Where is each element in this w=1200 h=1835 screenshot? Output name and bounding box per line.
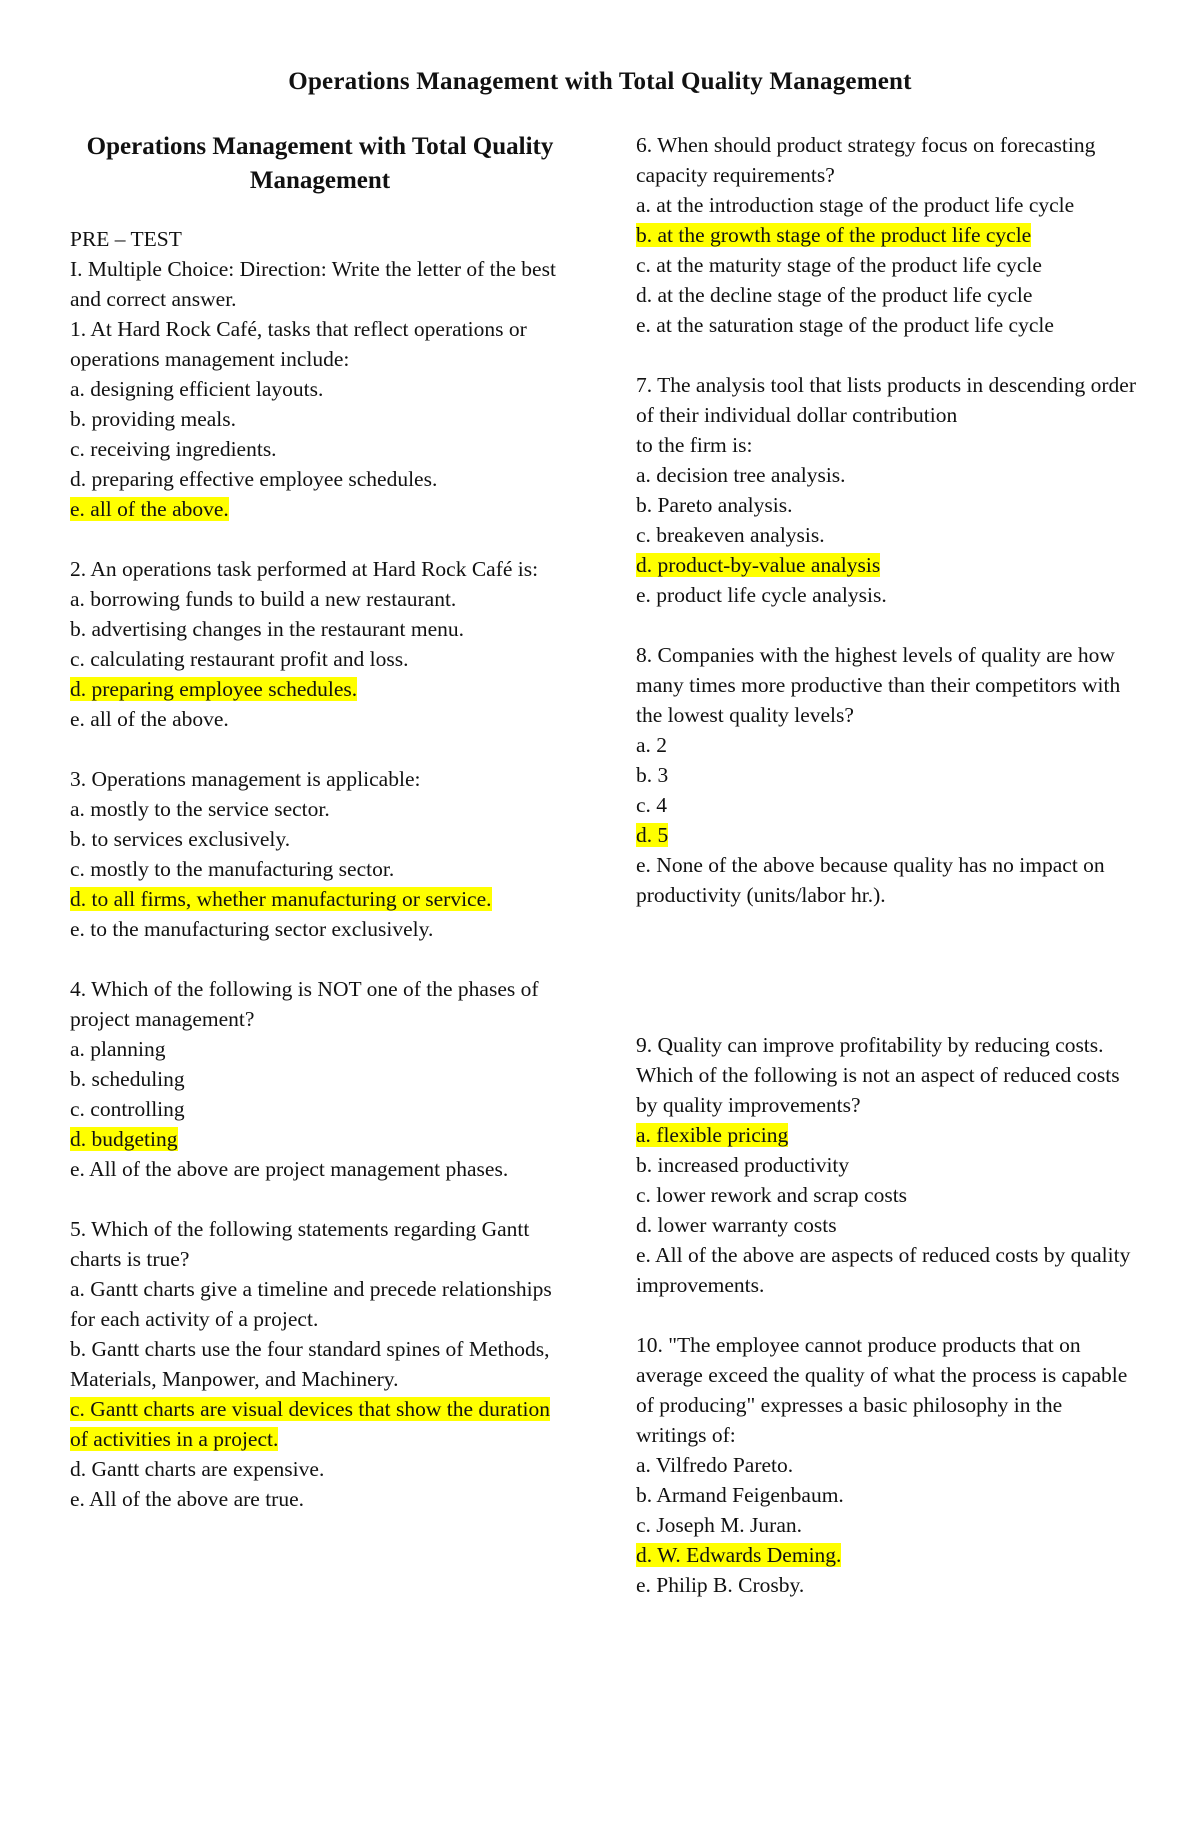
right-column [636, 130, 1136, 1630]
option-d: d. Gantt charts are expensive. [70, 1457, 325, 1481]
question-stem: 4. Which of the following is NOT one of the phases of project management? [70, 977, 539, 1031]
option-c: c. controlling [70, 1097, 185, 1121]
question-3 [70, 764, 570, 944]
question-8 [636, 640, 1136, 910]
option-d-answer: d. W. Edwards Deming. [636, 1543, 842, 1567]
option-d: d. at the decline stage of the product life cycle [636, 283, 1033, 307]
question-stem: 8. Companies with the highest levels of quality are how many times more productive than their competitors with the lowest quality levels? [636, 643, 1121, 727]
page-header-title: Operations Management with Total Quality Management [288, 68, 912, 95]
option-a: a. planning [70, 1037, 166, 1061]
option-b: b. increased productivity [636, 1153, 850, 1177]
option-b: b. Armand Feigenbaum. [636, 1483, 844, 1507]
option-c: c. at the maturity stage of the product life cycle [636, 253, 1042, 277]
option-b: b. 3 [636, 763, 669, 787]
option-b: b. Pareto analysis. [636, 493, 793, 517]
question-4 [70, 974, 570, 1184]
option-c-answer: c. Gantt charts are visual devices that show the duration of activities in a project. [70, 1397, 551, 1451]
option-e: e. all of the above. [70, 707, 229, 731]
question-7 [636, 370, 1136, 610]
option-a: a. at the introduction stage of the product life cycle [636, 193, 1075, 217]
question-stem-continued: to the firm is: [636, 433, 753, 457]
option-b: b. to services exclusively. [70, 827, 291, 851]
option-e: e. None of the above because quality has no impact on productivity (units/labor hr.). [636, 853, 1105, 907]
question-stem: 2. An operations task performed at Hard Rock Café is: [70, 557, 539, 581]
spacer [636, 940, 1136, 1030]
option-e: e. product life cycle analysis. [636, 583, 887, 607]
option-b: b. providing meals. [70, 407, 237, 431]
option-d: d. preparing effective employee schedules. [70, 467, 438, 491]
section-title: Operations Management with Total Quality Management [86, 133, 554, 194]
option-a: a. Gantt charts give a timeline and precede relationships for each activity of a project. [70, 1277, 552, 1331]
option-a: a. mostly to the service sector. [70, 797, 330, 821]
option-b: b. advertising changes in the restaurant menu. [70, 617, 465, 641]
option-a: a. borrowing funds to build a new restaurant. [70, 587, 457, 611]
question-10 [636, 1330, 1136, 1600]
option-e: e. to the manufacturing sector exclusively. [70, 917, 434, 941]
question-5 [70, 1214, 570, 1514]
option-c: c. Joseph M. Juran. [636, 1513, 803, 1537]
question-9 [636, 1030, 1136, 1300]
question-stem: 10. "The employee cannot produce products that on average exceed the quality of what the process is capable of producing" expresses a basic philosophy in the writings of: [636, 1333, 1128, 1447]
option-e: e. at the saturation stage of the product life cycle [636, 313, 1054, 337]
option-a: a. 2 [636, 733, 668, 757]
option-a: a. designing efficient layouts. [70, 377, 324, 401]
option-b: b. Gantt charts use the four standard spines of Methods, Materials, Manpower, and Machinery. [70, 1337, 550, 1391]
option-e-answer: e. all of the above. [70, 497, 229, 521]
question-stem: 9. Quality can improve profitability by reducing costs. Which of the following is not an aspect of reduced costs by quality improvements? [636, 1033, 1120, 1117]
option-c: c. 4 [636, 793, 668, 817]
left-column [70, 130, 570, 1544]
option-a-answer: a. flexible pricing [636, 1123, 789, 1147]
option-e: e. Philip B. Crosby. [636, 1573, 805, 1597]
option-d-answer: d. to all firms, whether manufacturing or service. [70, 887, 492, 911]
option-e: e. All of the above are true. [70, 1487, 305, 1511]
question-1 [70, 314, 570, 524]
question-6 [636, 130, 1136, 340]
question-stem: 7. The analysis tool that lists products in descending order of their individual dollar contribution [636, 373, 1136, 427]
option-e: e. All of the above are project management phases. [70, 1157, 509, 1181]
question-stem: 5. Which of the following statements regarding Gantt charts is true? [70, 1217, 530, 1271]
option-e: e. All of the above are aspects of reduced costs by quality improvements. [636, 1243, 1131, 1297]
question-stem: 1. At Hard Rock Café, tasks that reflect operations or operations management include: [70, 317, 527, 371]
option-c: c. lower rework and scrap costs [636, 1183, 908, 1207]
pretest-heading: PRE – TEST [70, 227, 182, 251]
question-stem: 3. Operations management is applicable: [70, 767, 421, 791]
question-stem: 6. When should product strategy focus on forecasting capacity requirements? [636, 133, 1096, 187]
option-b: b. scheduling [70, 1067, 185, 1091]
question-2 [70, 554, 570, 734]
instructions: I. Multiple Choice: Direction: Write the letter of the best and correct answer. [70, 257, 556, 311]
option-d-answer: d. 5 [636, 823, 669, 847]
option-a: a. Vilfredo Pareto. [636, 1453, 794, 1477]
option-d: d. lower warranty costs [636, 1213, 837, 1237]
option-d-answer: d. product-by-value analysis [636, 553, 881, 577]
option-c: c. breakeven analysis. [636, 523, 825, 547]
option-d-answer: d. budgeting [70, 1127, 178, 1151]
option-c: c. receiving ingredients. [70, 437, 277, 461]
option-c: c. calculating restaurant profit and loss. [70, 647, 409, 671]
option-c: c. mostly to the manufacturing sector. [70, 857, 395, 881]
option-b-answer: b. at the growth stage of the product life cycle [636, 223, 1032, 247]
option-a: a. decision tree analysis. [636, 463, 846, 487]
option-d-answer: d. preparing employee schedules. [70, 677, 358, 701]
